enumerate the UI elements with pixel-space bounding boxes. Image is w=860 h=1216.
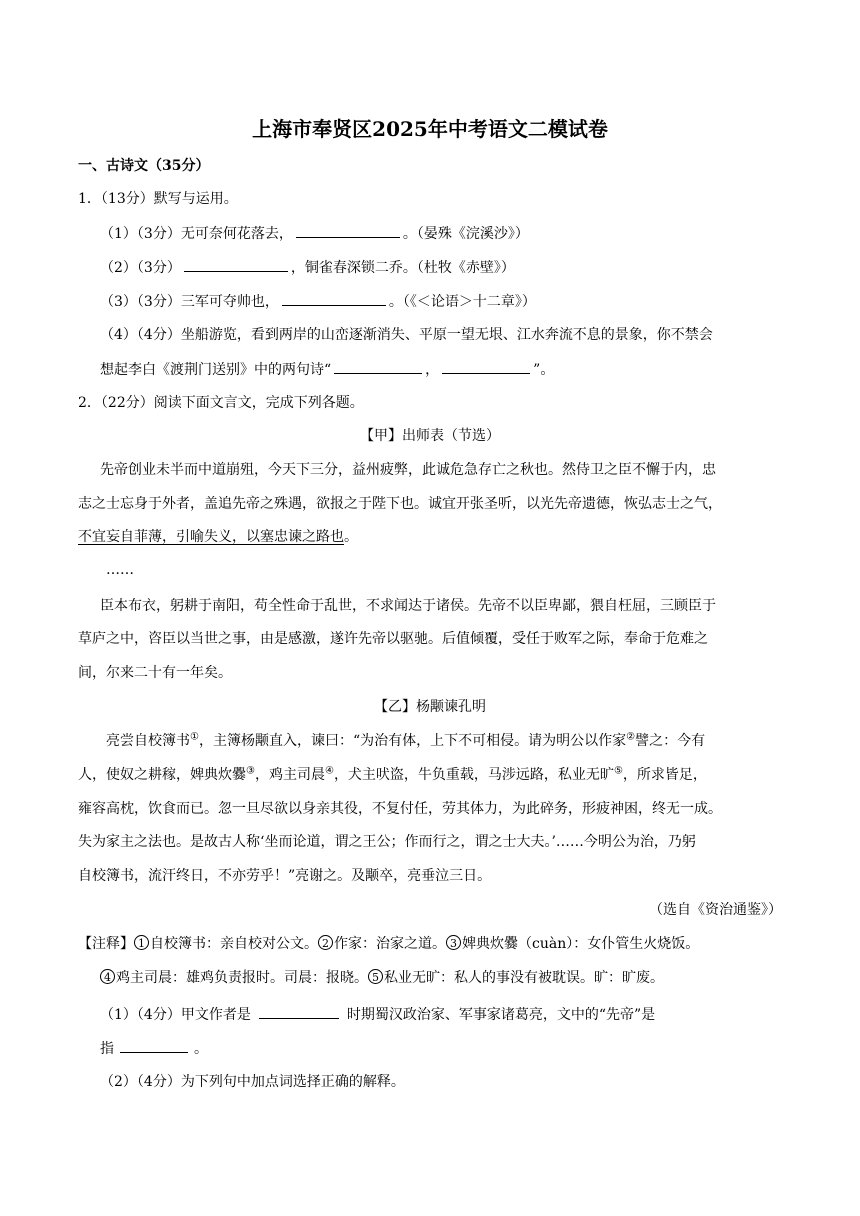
footnote-mark: ③ <box>246 765 255 777</box>
note-number: 4 <box>100 969 115 984</box>
footnote-mark: ④ <box>324 765 334 777</box>
passage-jia-line: 志之士忘身于外者，盖追先帝之殊遇，欲报之于陛下也。诚宜开张圣听，以光先帝遗德，恢弘志士之气， <box>78 496 722 512</box>
question-1-sub-4-line-2: 想起李白《渡荆门送别》中的两句诗“ ， ”。 <box>100 358 554 380</box>
sub-question-2: （2）（4分）为下列句中加点词选择正确的解释。 <box>100 1074 405 1090</box>
passage-jia-line: 间，尔来二十有一年矣。 <box>78 665 232 681</box>
passage-jia-line: 草庐之中，咨臣以当世之事，由是感激，遂许先帝以驱驰。后值倾覆，受任于败军之际，奉命于危难之 <box>78 631 708 647</box>
sub-question-1-line-1: （1）（4分）甲文作者是 时期蜀汉政治家、军事家诸葛亮，文中的“先帝”是 <box>100 1003 655 1025</box>
answer-blank[interactable] <box>334 358 422 374</box>
question-2-heading: 2．（22分）阅读下面文言文，完成下列各题。 <box>78 395 364 411</box>
note-number: 2 <box>318 935 333 950</box>
notes-line-2: 4 鸡主司晨：雄鸡负责报时。司晨：报晓。 5 私业无旷：私人的事没有被耽误。旷：旷废。 <box>100 968 664 988</box>
note-number: 5 <box>368 969 383 984</box>
ellipsis: …… <box>106 562 134 578</box>
answer-blank[interactable] <box>282 290 386 306</box>
footnote-mark: ⑤ <box>613 765 623 777</box>
passage-yi-line: 亮尝自校簿书①，主簿杨颙直入，谏曰：“为治有体，上下不可相侵。请为明公以作家②譬之：今有 <box>106 731 706 749</box>
question-1-sub-4-line-1: （4）（4分）坐船游览，看到两岸的山峦逐渐消失、平原一望无垠、江水奔流不息的景象，你不禁会 <box>100 327 713 343</box>
section-heading: 一、古诗文（35分） <box>78 158 210 174</box>
note-number: 3 <box>446 935 461 950</box>
question-1-sub-3: （3）（3分）三军可夺帅也， 。（《＜论语＞十二章》） <box>100 290 536 312</box>
answer-blank[interactable] <box>442 358 530 374</box>
passage-yi-line: 人，使奴之耕稼，婢典炊爨③，鸡主司晨④，犬主吠盗，牛负重载，马涉远路，私业无旷⑤，所求皆足， <box>78 765 707 783</box>
passage-jia-line: 先帝创业未半而中道崩殂，今天下三分，益州疲弊，此诚危急存亡之秋也。然侍卫之臣不懈于内，忠 <box>100 462 716 478</box>
passage-yi-line: 雍容高枕，饮食而已。忽一旦尽欲以身亲其役，不复付任，劳其体力，为此碎务，形疲神困，终无一成。 <box>78 801 722 817</box>
footnote-mark: ② <box>626 731 636 743</box>
passage-yi-line: 自校簿书，流汗终日，不亦劳乎！”亮谢之。及颙卒，亮垂泣三日。 <box>78 868 492 884</box>
question-1-sub-1: （1）（3分）无可奈何花落去， 。（晏殊《浣溪沙》） <box>100 222 529 244</box>
answer-blank[interactable] <box>120 1037 188 1053</box>
footnote-mark: ① <box>190 731 199 743</box>
note-number: 1 <box>134 935 149 950</box>
underlined-sentence: 不宜妄自菲薄，引喻失义，以塞忠谏之路也 <box>78 529 344 545</box>
answer-blank[interactable] <box>296 222 400 238</box>
passage-yi-line: 失为家主之法也。是故古人称‘坐而论道，谓之王公；作而行之，谓之士大夫。’……今明公为治，乃躬 <box>78 834 696 850</box>
page-title: 上海市奉贤区2025年中考语文二模试卷 <box>252 117 608 141</box>
passage-jia-line: 臣本布衣，躬耕于南阳，苟全性命于乱世，不求闻达于诸侯。先帝不以臣卑鄙，猥自枉屈，三顾臣于 <box>100 598 716 614</box>
answer-blank[interactable] <box>184 256 288 272</box>
passage-jia-title: 【甲】出师表（节选） <box>360 428 500 444</box>
question-1-sub-2: （2）（3分） ，铜雀春深锁二乔。（杜牧《赤壁》） <box>100 256 515 278</box>
sub-question-1-line-2: 指 。 <box>100 1037 208 1059</box>
question-1-heading: 1．（13分）默写与运用。 <box>78 191 238 207</box>
passage-yi-title: 【乙】杨颙谏孔明 <box>374 699 486 715</box>
passage-jia-line: 不宜妄自菲薄，引喻失义，以塞忠谏之路也。 <box>78 529 358 545</box>
notes-line-1: 【注释】 1 自校簿书：亲自校对公文。 2 作家：治家之道。 3 婢典炊爨（cuàn）：女仆管生火烧饭。 <box>78 936 700 952</box>
passage-source: （选自《资治通鉴》） <box>649 902 782 918</box>
answer-blank[interactable] <box>259 1003 339 1019</box>
